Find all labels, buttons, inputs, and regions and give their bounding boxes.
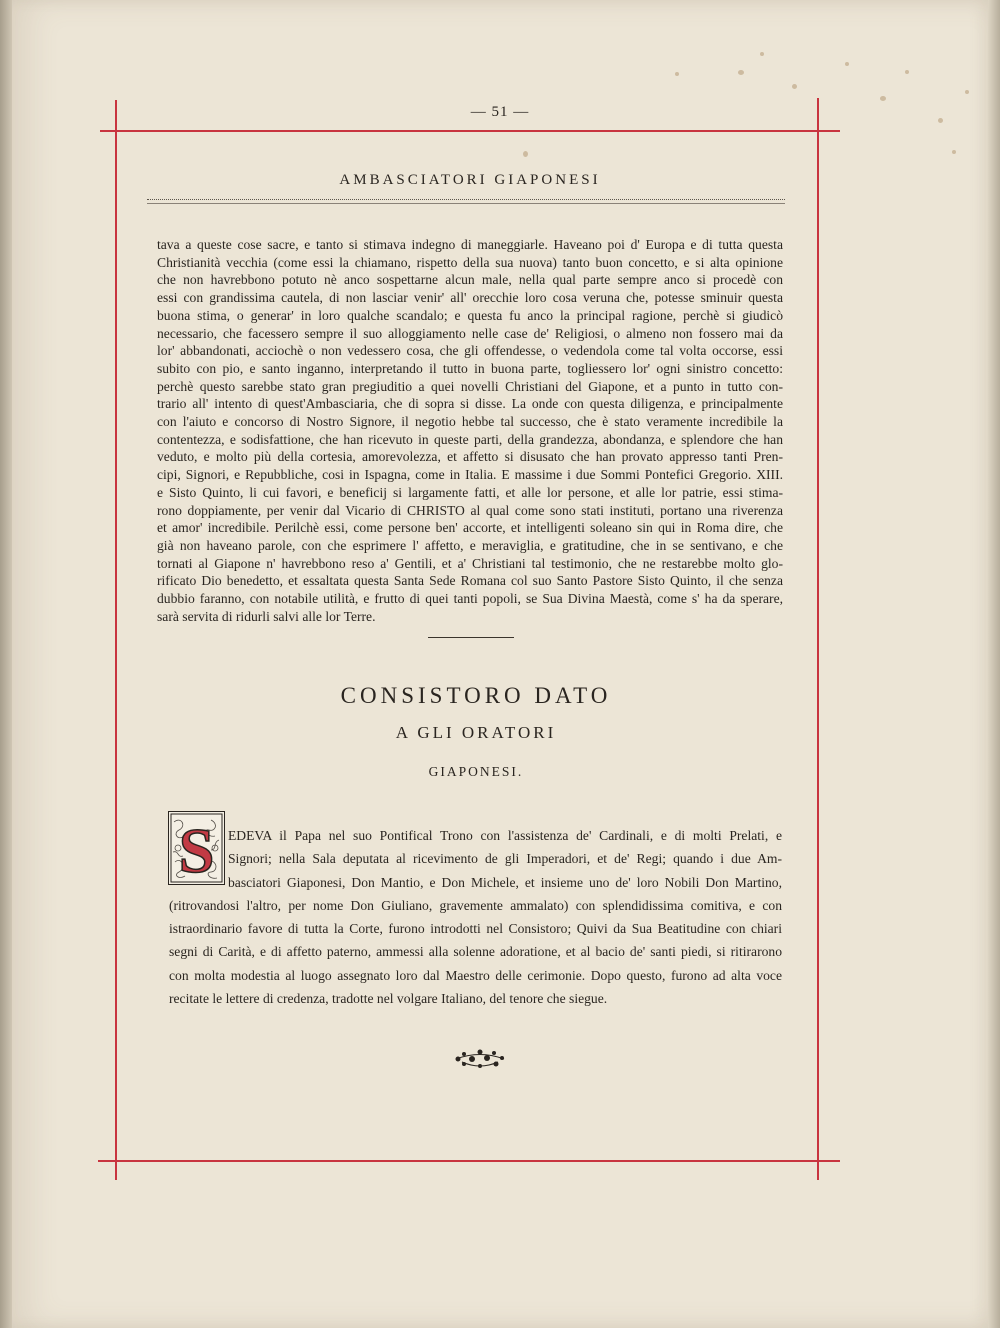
foxing-stain: [738, 70, 744, 75]
decorated-initial-s-art: [169, 812, 224, 884]
running-head-rule: [147, 199, 785, 204]
text-line: già non haveano parole, con che esprimere l' affetto, e meraviglia, e gratitudine, che in se sentivano, e che: [157, 537, 783, 553]
text-line: Signori; nella Sala deputata al ricevimento de gli Imperadori, et de' Regi; quando i due Am-: [228, 851, 782, 867]
foxing-stain: [760, 52, 764, 56]
frame-right-rule: [817, 98, 819, 1180]
section-separator: [428, 637, 514, 638]
section-subtitle: A GLI ORATORI: [395, 723, 557, 742]
foxing-stain: [675, 72, 679, 76]
text-line: con l'aiuto e concorso di Nostro Signore, il negotio hebbe tal successo, che è stato veramente incredibile la: [157, 414, 783, 430]
text-line: trario all' intento di quest'Ambasciaria, che di sopra si disse. La onde con questa diligenza, e principalmente: [157, 396, 783, 412]
floral-ornament-icon: [452, 1046, 508, 1072]
frame-left-rule: [115, 100, 117, 1180]
page-number: — 51 —: [470, 104, 530, 120]
decorated-initial-s: [168, 811, 225, 885]
foxing-stain: [792, 84, 797, 89]
text-line: et amor' incredibile. Perilchè essi, come persone ben' accorte, et intelligenti soleano sin qui in Roma dire, che: [157, 520, 783, 536]
text-line: rificato Dio benedetto, et essaltata questa Santa Sede Romana col suo Santo Pastore Sisto Quinto, il che senza: [157, 573, 783, 589]
text-line: rono doppiamente, per venir dal Vicario di CHRISTO al qual come sono stati instituti, portano una riverenza: [157, 502, 783, 518]
page-edge: [988, 0, 1000, 1328]
text-line: tornati al Giapone n' havrebbono reso a' Gentili, et a' Christiani tal testimonio, che ne restarebbe molto glo-: [157, 555, 783, 571]
frame-bottom-rule: [98, 1160, 840, 1162]
text-line: essi con grandissima cautela, di non lasciar venir' all' orecchie loro cosa veruna che, potesse sminuir questa: [157, 290, 783, 306]
section-subtitle-2: GIAPONESI.: [428, 764, 524, 779]
text-line: lor' abbandonati, acciochè o non vedessero cosa, che gli offendesse, o vedendola come tal volta occorse, essi: [157, 343, 783, 359]
text-line: veduto, e molto più della cortesia, amorevolezza, et affetto si disusato che han provato appresso tanti Pren-: [157, 449, 783, 465]
text-line: che non havrebbono potuto nè anco sospettarne alcun male, nella qual parte sempre anco si procedè con: [157, 272, 783, 288]
foxing-stain: [952, 150, 956, 154]
foxing-stain: [965, 90, 969, 94]
foxing-stain: [523, 151, 528, 157]
body-paragraph: [157, 236, 783, 625]
frame-top-rule: [100, 130, 840, 132]
text-line: contentezza, e sodisfattione, che han ricevuto in queste parti, della grandezza, abondanza, e splendore che han: [157, 431, 783, 447]
text-line: dubbio faranno, con notabile utilità, e frutto di quei tanti popoli, se Sua Divina Maestà, come s' ha da sperare,: [157, 591, 783, 607]
text-line: cipi, Signori, e Repubbliche, cosi in Ispagna, come in Italia. E massime i due Sommi Pontefici Gregorio. XIII.: [157, 467, 783, 483]
text-line: necessario, che facessero sempre il suo alloggiamento nelle case de' Religiosi, o almeno non fossero mai da: [157, 325, 783, 341]
text-line: perchè questo sarebbe stato gran pregiuditio a quei novelli Christiani del Giapone, et a punto in tutto con-: [157, 378, 783, 394]
text-line: buona stima, o generar' in loro qualche scandalo; e questa fu anco la principal ragione, perchè si giudicò: [157, 307, 783, 323]
text-line: recitate le lettere di credenza, tradotte nel volgare Italiano, del tenore che siegue.: [169, 991, 608, 1007]
text-line: (ritrovandosi l'altro, per nome Don Giuliano, gravemente ammalato) con splendidissima comitiva, e con: [169, 897, 782, 913]
running-head: AMBASCIATORI GIAPONESI: [339, 172, 601, 188]
page-gutter: [0, 0, 12, 1328]
foxing-stain: [880, 96, 886, 101]
text-line: segni di Carità, e di affetto paterno, ammessi alla solenne adoratione, et al bacio de' santi piedi, si ritirarono: [169, 944, 782, 960]
text-line: EDEVA il Papa nel suo Pontifical Trono con l'assistenza de' Cardinali, e di molti Prelati, e: [228, 828, 782, 843]
text-line: e Sisto Quinto, li cui favori, e beneficij si largamente fatti, et alle lor persone, et alle lor patrie, essi stima-: [157, 484, 783, 500]
foxing-stain: [845, 62, 849, 66]
text-line: basciatori Giaponesi, Don Mantio, e Don Michele, et insieme uno de' loro Nobili Don Martino,: [228, 874, 782, 890]
text-line: tava a queste cose sacre, e tanto si stimava indegno di maneggiarle. Haveano poi d' Europa e di tutta questa: [157, 237, 783, 252]
text-line: sarà servita di ridurli salvi alle lor Terre.: [157, 608, 376, 624]
consistory-paragraph: [169, 824, 782, 1010]
foxing-stain: [905, 70, 909, 74]
text-line: istraordinario favore di tutta la Corte, furono introdotti nel Consistoro; Quivi da Sua Beatitudine con chiari: [169, 921, 782, 937]
dropcap-letter: S: [178, 815, 215, 884]
text-line: Christianità vecchia (come essi la chiamano, rispetto della sua nuova) tanto buon concetto, e si alta opinione: [157, 254, 783, 270]
section-title: CONSISTORO DATO: [340, 683, 612, 708]
text-line: subito con pio, e santo inganno, interpretando il tutto in buona parte, togliessero lor' ogni sinistro concetto:: [157, 360, 783, 376]
text-line: con molta modestia al luogo assegnato loro dal Maestro delle cerimonie. Dopo questo, furono ad alta voce: [169, 967, 782, 983]
